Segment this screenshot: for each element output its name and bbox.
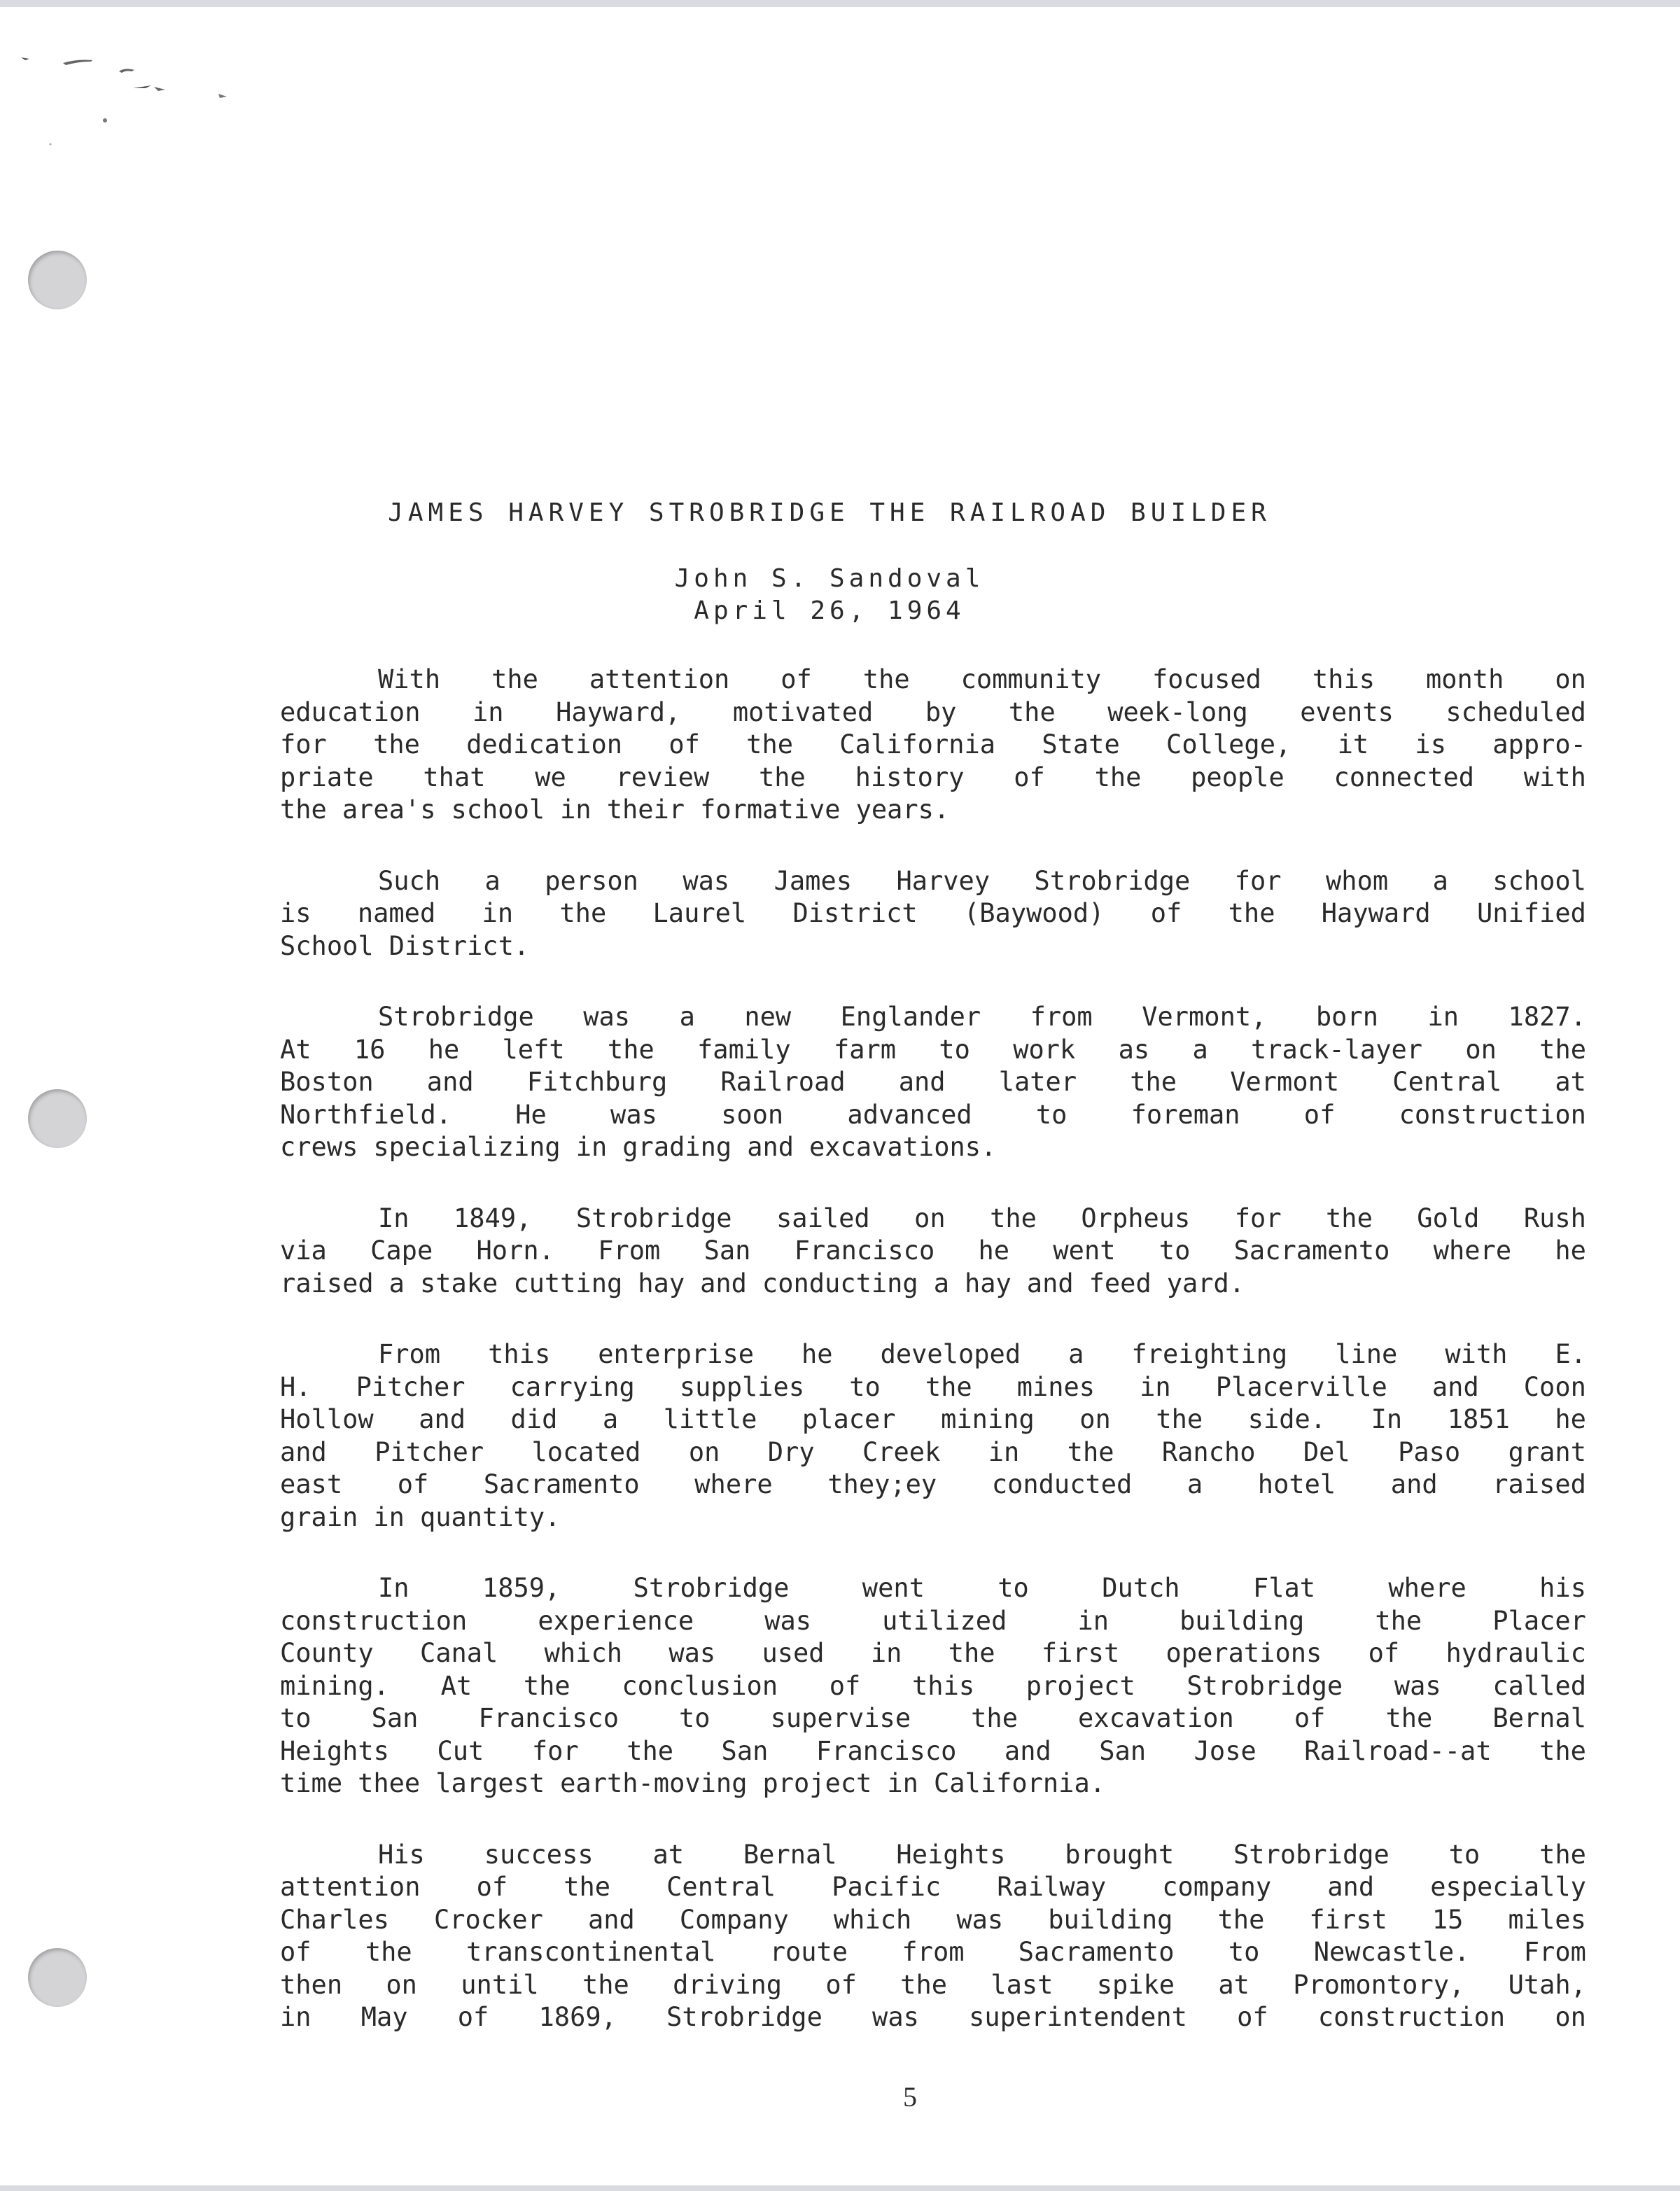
paragraph-line: With the attention of the community focused this month on — [378, 664, 1586, 694]
page-number: 5 — [903, 2081, 917, 2113]
paragraph-line: His success at Bernal Heights brought Strobridge to the — [378, 1839, 1586, 1870]
document-date: April 26, 1964 — [694, 596, 965, 625]
paragraph-line: the area's school in their formative years. — [280, 794, 950, 825]
paragraph — [280, 1338, 1586, 1534]
paragraph-line: construction experience was utilized in building the Placer — [280, 1605, 1586, 1636]
paragraph-line: From this enterprise he developed a freighting line with E. — [378, 1339, 1586, 1369]
paragraph — [280, 1572, 1586, 1800]
paragraph-line: to San Francisco to supervise the excavation of the Bernal — [280, 1703, 1586, 1733]
paragraph-line: County Canal which was used in the first operations of hydraulic — [280, 1638, 1586, 1668]
paragraph-line: crews specializing in grading and excavations. — [280, 1132, 997, 1162]
document-body — [280, 664, 1586, 2073]
paragraph-line: Strobridge was a new Englander from Vermont, born in 1827. — [378, 1002, 1586, 1032]
paragraph — [280, 664, 1586, 827]
paragraph-line: In 1859, Strobridge went to Dutch Flat where his — [378, 1573, 1586, 1603]
paragraph-line: for the dedication of the California State College, it is appro- — [280, 729, 1586, 760]
binder-hole-bottom — [28, 1948, 87, 2007]
scan-bottom-edge — [0, 2185, 1680, 2191]
paragraph-line: and Pitcher located on Dry Creek in the Rancho Del Paso grant — [280, 1436, 1586, 1467]
paragraph — [280, 1203, 1586, 1301]
paragraph-line: Northfield. He was soon advanced to foreman of construction — [280, 1099, 1586, 1130]
paragraph — [280, 1839, 1586, 2034]
paragraph-line: then on until the driving of the last spike at Promontory, Utah, — [280, 1969, 1586, 2000]
paragraph-line: attention of the Central Pacific Railway company and especially — [280, 1872, 1586, 1902]
paragraph-line: Charles Crocker and Company which was building the first 15 miles — [280, 1904, 1586, 1935]
binder-hole-top — [28, 251, 87, 309]
document-author: John S. Sandoval — [674, 564, 985, 593]
paragraph-line: in May of 1869, Strobridge was superintendent of construction on — [280, 2002, 1586, 2032]
paragraph — [280, 1001, 1586, 1164]
paragraph-line: H. Pitcher carrying supplies to the mines in Placerville and Coon — [280, 1371, 1586, 1402]
paragraph-line: raised a stake cutting hay and conducting a hay and feed yard. — [280, 1268, 1245, 1298]
scan-top-edge — [0, 0, 1680, 7]
paragraph-line: time thee largest earth-moving project in California. — [280, 1768, 1106, 1798]
paragraph-line: of the transcontinental route from Sacramento to Newcastle. From — [280, 1937, 1586, 1967]
paragraph-line: At 16 he left the family farm to work as a track-layer on the — [280, 1034, 1586, 1065]
paragraph-line: Hollow and did a little placer mining on the side. In 1851 he — [280, 1404, 1586, 1434]
paragraph-line: School District. — [280, 930, 530, 961]
paragraph-line: education in Hayward, motivated by the week-long events scheduled — [280, 696, 1586, 727]
paragraph-line: Such a person was James Harvey Strobridge for whom a school — [378, 865, 1586, 896]
paragraph-line: via Cape Horn. From San Francisco he went to Sacramento where he — [280, 1236, 1586, 1266]
paragraph-line: Boston and Fitchburg Railroad and later the Vermont Central at — [280, 1067, 1586, 1097]
paragraph-line: mining. At the conclusion of this project Strobridge was called — [280, 1670, 1586, 1701]
scan-specks — [14, 42, 238, 147]
paragraph — [280, 865, 1586, 963]
paragraph-line: priate that we review the history of the people connected with — [280, 762, 1586, 792]
binder-hole-middle — [28, 1089, 87, 1148]
paragraph-line: is named in the Laurel District (Baywood) of the Hayward Unified — [280, 898, 1586, 928]
document-title: JAMES HARVEY STROBRIDGE THE RAILROAD BUILDER — [388, 498, 1271, 527]
paragraph-line: In 1849, Strobridge sailed on the Orpheus for the Gold Rush — [378, 1203, 1586, 1233]
paragraph-line: east of Sacramento where they;ey conducted a hotel and raised — [280, 1469, 1586, 1499]
paragraph-line: Heights Cut for the San Francisco and San Jose Railroad--at the — [280, 1735, 1586, 1766]
paragraph-line: grain in quantity. — [280, 1502, 561, 1532]
